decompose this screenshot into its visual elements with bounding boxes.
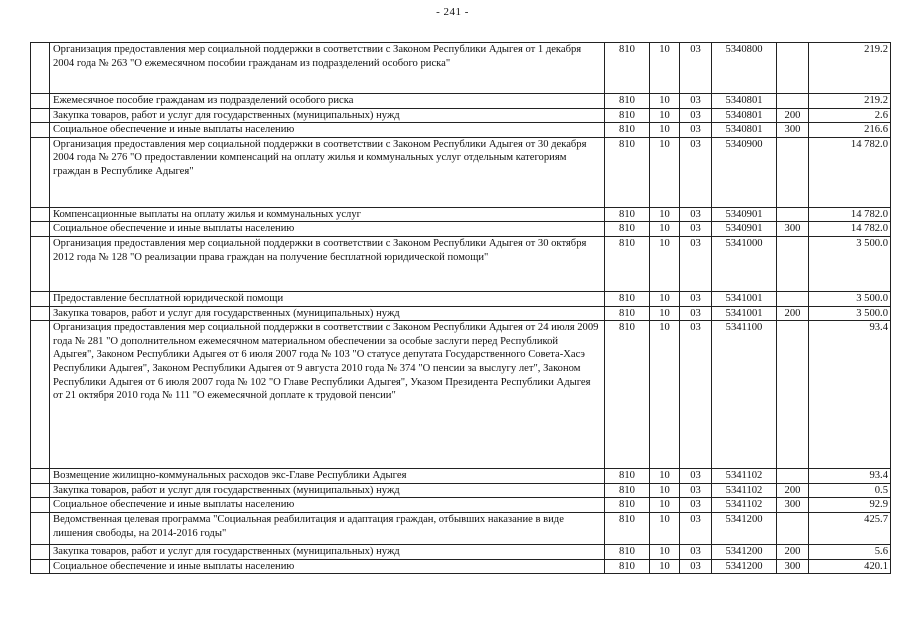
ved-code: 810	[605, 544, 650, 559]
section-code: 10	[650, 483, 680, 498]
ved-code: 810	[605, 236, 650, 291]
ved-code: 810	[605, 94, 650, 109]
row-name: Ведомственная целевая программа "Социальная реабилитация и адаптация граждан, отбывших наказание в виде лишения свободы, на 2014-2016 годы"	[50, 512, 605, 544]
row-name: Закупка товаров, работ и услуг для государственных (муниципальных) нужд	[50, 108, 605, 123]
section-code: 10	[650, 498, 680, 513]
subsection-code: 03	[680, 108, 712, 123]
blank-cell	[31, 512, 50, 544]
table-row	[31, 512, 891, 544]
amount: 2.6	[809, 108, 891, 123]
table-row	[31, 43, 891, 94]
section-code: 10	[650, 94, 680, 109]
table-row	[31, 469, 891, 484]
row-name: Организация предоставления мер социальной поддержки в соответствии с Законом Республики Адыгея от 24 июля 2009 года № 281 "О дополнительном ежемесячном материальном обеспечении за особые заслуги перед Республикой Адыгея", Законом Республики Адыгея от 6 июля 2007 года № 103 "О статусе депутата Государственного Совета-Хасэ Республики Адыгея", Законом Республики Адыгея от 9 августа 2010 года № 374 "О пенсии за выслугу лет", Законом Республики Адыгея от 6 июля 2007 года № 102 "О Главе Республики Адыгея", Указом Президента Республики Адыгея от 21 октября 2010 года № 111 "О ежемесячной доплате к трудовой пенсии"	[50, 321, 605, 469]
row-name: Закупка товаров, работ и услуг для государственных (муниципальных) нужд	[50, 544, 605, 559]
section-code: 10	[650, 222, 680, 237]
expense-type-code: 200	[777, 306, 809, 321]
table-row	[31, 321, 891, 469]
amount: 5.6	[809, 544, 891, 559]
section-code: 10	[650, 43, 680, 94]
blank-cell	[31, 321, 50, 469]
table-row	[31, 559, 891, 574]
target-article-code: 5341200	[712, 544, 777, 559]
amount: 14 782.0	[809, 222, 891, 237]
target-article-code: 5340900	[712, 137, 777, 207]
blank-cell	[31, 94, 50, 109]
amount: 3 500.0	[809, 236, 891, 291]
section-code: 10	[650, 321, 680, 469]
ved-code: 810	[605, 207, 650, 222]
target-article-code: 5340801	[712, 94, 777, 109]
section-code: 10	[650, 559, 680, 574]
subsection-code: 03	[680, 236, 712, 291]
section-code: 10	[650, 123, 680, 138]
amount: 14 782.0	[809, 207, 891, 222]
table-row	[31, 137, 891, 207]
expense-type-code	[777, 512, 809, 544]
blank-cell	[31, 222, 50, 237]
budget-table	[30, 42, 891, 574]
expense-type-code: 300	[777, 559, 809, 574]
subsection-code: 03	[680, 137, 712, 207]
row-name: Ежемесячное пособие гражданам из подразделений особого риска	[50, 94, 605, 109]
blank-cell	[31, 469, 50, 484]
ved-code: 810	[605, 108, 650, 123]
expense-type-code	[777, 94, 809, 109]
amount: 219.2	[809, 43, 891, 94]
amount: 219.2	[809, 94, 891, 109]
target-article-code: 5341000	[712, 236, 777, 291]
table-row	[31, 94, 891, 109]
amount: 93.4	[809, 469, 891, 484]
blank-cell	[31, 43, 50, 94]
blank-cell	[31, 236, 50, 291]
expense-type-code: 300	[777, 498, 809, 513]
table-row	[31, 207, 891, 222]
ved-code: 810	[605, 321, 650, 469]
row-name: Социальное обеспечение и иные выплаты населению	[50, 559, 605, 574]
section-code: 10	[650, 137, 680, 207]
blank-cell	[31, 544, 50, 559]
target-article-code: 5341100	[712, 321, 777, 469]
row-name: Организация предоставления мер социальной поддержки в соответствии с Законом Республики Адыгея от 30 декабря 2004 года № 276 "О предоставлении компенсаций на оплату жилья и коммунальных услуг отдельным категориям граждан в Республике Адыгея"	[50, 137, 605, 207]
ved-code: 810	[605, 498, 650, 513]
row-name: Социальное обеспечение и иные выплаты населению	[50, 123, 605, 138]
expense-type-code: 300	[777, 123, 809, 138]
table-row	[31, 306, 891, 321]
budget-table-body	[31, 43, 891, 574]
blank-cell	[31, 123, 50, 138]
amount: 216.6	[809, 123, 891, 138]
expense-type-code	[777, 236, 809, 291]
expense-type-code: 200	[777, 544, 809, 559]
subsection-code: 03	[680, 544, 712, 559]
expense-type-code	[777, 137, 809, 207]
amount: 14 782.0	[809, 137, 891, 207]
expense-type-code	[777, 291, 809, 306]
section-code: 10	[650, 108, 680, 123]
row-name: Возмещение жилищно-коммунальных расходов экс-Главе Республики Адыгея	[50, 469, 605, 484]
table-row	[31, 544, 891, 559]
target-article-code: 5340800	[712, 43, 777, 94]
amount: 0.5	[809, 483, 891, 498]
amount: 425.7	[809, 512, 891, 544]
subsection-code: 03	[680, 469, 712, 484]
section-code: 10	[650, 207, 680, 222]
subsection-code: 03	[680, 559, 712, 574]
target-article-code: 5341102	[712, 469, 777, 484]
section-code: 10	[650, 291, 680, 306]
section-code: 10	[650, 469, 680, 484]
row-name: Организация предоставления мер социальной поддержки в соответствии с Законом Республики Адыгея от 1 декабря 2004 года № 263 "О ежемесячном пособии гражданам из подразделений особого риска"	[50, 43, 605, 94]
amount: 3 500.0	[809, 291, 891, 306]
ved-code: 810	[605, 483, 650, 498]
blank-cell	[31, 306, 50, 321]
blank-cell	[31, 207, 50, 222]
ved-code: 810	[605, 306, 650, 321]
row-name: Социальное обеспечение и иные выплаты населению	[50, 498, 605, 513]
ved-code: 810	[605, 291, 650, 306]
amount: 3 500.0	[809, 306, 891, 321]
section-code: 10	[650, 306, 680, 321]
ved-code: 810	[605, 43, 650, 94]
table-row	[31, 483, 891, 498]
table-row	[31, 291, 891, 306]
blank-cell	[31, 137, 50, 207]
target-article-code: 5341001	[712, 306, 777, 321]
expense-type-code	[777, 321, 809, 469]
target-article-code: 5341102	[712, 498, 777, 513]
row-name: Компенсационные выплаты на оплату жилья и коммунальных услуг	[50, 207, 605, 222]
amount: 92.9	[809, 498, 891, 513]
subsection-code: 03	[680, 321, 712, 469]
target-article-code: 5341102	[712, 483, 777, 498]
subsection-code: 03	[680, 43, 712, 94]
ved-code: 810	[605, 469, 650, 484]
target-article-code: 5341001	[712, 291, 777, 306]
amount: 420.1	[809, 559, 891, 574]
row-name: Социальное обеспечение и иные выплаты населению	[50, 222, 605, 237]
subsection-code: 03	[680, 291, 712, 306]
target-article-code: 5340901	[712, 222, 777, 237]
expense-type-code: 300	[777, 222, 809, 237]
table-row	[31, 108, 891, 123]
target-article-code: 5340901	[712, 207, 777, 222]
amount: 93.4	[809, 321, 891, 469]
expense-type-code	[777, 43, 809, 94]
expense-type-code	[777, 469, 809, 484]
page-number: - 241 -	[436, 6, 469, 18]
table-row	[31, 123, 891, 138]
subsection-code: 03	[680, 483, 712, 498]
subsection-code: 03	[680, 306, 712, 321]
row-name: Закупка товаров, работ и услуг для государственных (муниципальных) нужд	[50, 306, 605, 321]
table-row	[31, 498, 891, 513]
subsection-code: 03	[680, 207, 712, 222]
subsection-code: 03	[680, 123, 712, 138]
target-article-code: 5340801	[712, 123, 777, 138]
blank-cell	[31, 291, 50, 306]
table-row	[31, 222, 891, 237]
subsection-code: 03	[680, 222, 712, 237]
row-name: Организация предоставления мер социальной поддержки в соответствии с Законом Республики Адыгея от 30 октября 2012 года № 128 "О реализации права граждан на получение бесплатной юридической помощи"	[50, 236, 605, 291]
target-article-code: 5341200	[712, 559, 777, 574]
blank-cell	[31, 498, 50, 513]
table-row	[31, 236, 891, 291]
subsection-code: 03	[680, 94, 712, 109]
ved-code: 810	[605, 559, 650, 574]
ved-code: 810	[605, 123, 650, 138]
expense-type-code: 200	[777, 483, 809, 498]
subsection-code: 03	[680, 512, 712, 544]
expense-type-code	[777, 207, 809, 222]
target-article-code: 5340801	[712, 108, 777, 123]
blank-cell	[31, 559, 50, 574]
subsection-code: 03	[680, 498, 712, 513]
blank-cell	[31, 108, 50, 123]
ved-code: 810	[605, 512, 650, 544]
target-article-code: 5341200	[712, 512, 777, 544]
row-name: Предоставление бесплатной юридической помощи	[50, 291, 605, 306]
blank-cell	[31, 483, 50, 498]
ved-code: 810	[605, 137, 650, 207]
section-code: 10	[650, 512, 680, 544]
section-code: 10	[650, 236, 680, 291]
section-code: 10	[650, 544, 680, 559]
row-name: Закупка товаров, работ и услуг для государственных (муниципальных) нужд	[50, 483, 605, 498]
expense-type-code: 200	[777, 108, 809, 123]
ved-code: 810	[605, 222, 650, 237]
